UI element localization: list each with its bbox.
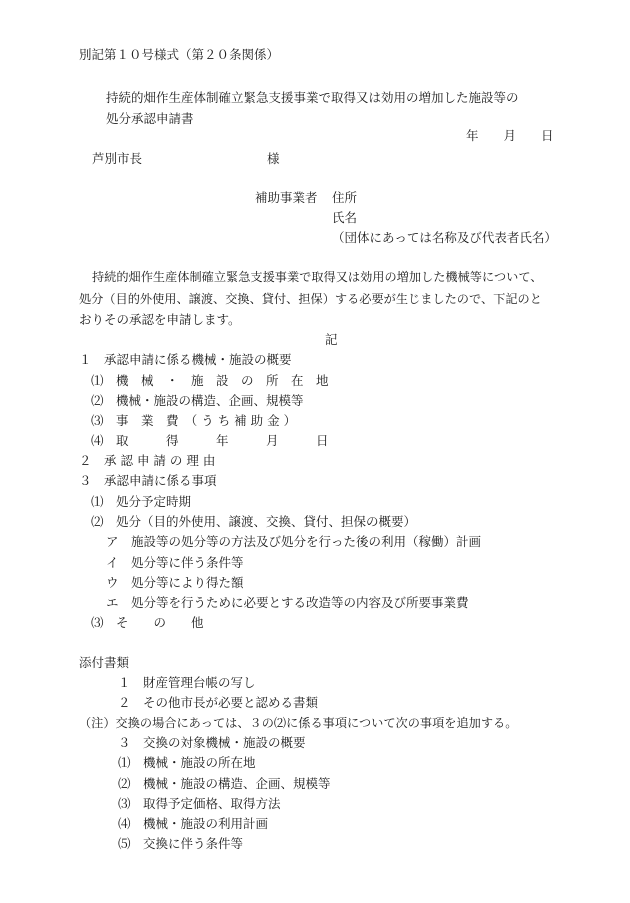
ki-heading: 記 xyxy=(325,332,338,347)
title-line-1: 持続的畑作生産体制確立緊急支援事業で取得又は効用の増加した施設等の xyxy=(106,90,519,105)
note-section-3-5: ⑸ 交換に伴う条件等 xyxy=(118,836,244,851)
addressee: 芦別市長 様 xyxy=(92,151,280,166)
note-section-3-1: ⑴ 機械・施設の所在地 xyxy=(118,755,256,770)
exchange-note: （注）交換の場合にあっては、３の⑵に係る事項について次の事項を追加する。 xyxy=(79,716,518,730)
section-3-2-a: ア 施設等の処分等の方法及び処分を行った後の利用（稼働）計画 xyxy=(106,534,482,549)
section-3: ３ 承認申請に係る事項 xyxy=(79,473,217,488)
section-1-1: ⑴ 機 械 ・ 施 設 の 所 在 地 xyxy=(91,373,329,388)
attachments-heading: 添付書類 xyxy=(79,655,130,670)
applicant-role: 補助事業者 xyxy=(255,190,318,205)
section-3-2: ⑵ 処分（目的外使用、譲渡、交換、貸付、担保の概要） xyxy=(91,514,417,529)
section-1-4: ⑷ 取 得 年 月 日 xyxy=(91,433,329,448)
body-line-1: 持続的畑作生産体制確立緊急支援事業で取得又は効用の増加した機械等について、 xyxy=(92,270,543,284)
section-2: ２ 承 認 申 請 の 理 由 xyxy=(79,453,216,468)
attachment-2: ２ その他市長が必要と認める書類 xyxy=(118,695,319,710)
date: 年 月 日 xyxy=(466,128,554,143)
section-3-2-u: ウ 処分等により得た額 xyxy=(106,575,244,590)
note-section-3: ３ 交換の対象機械・施設の概要 xyxy=(118,735,306,750)
section-1: １ 承認申請に係る機械・施設の概要 xyxy=(79,352,292,367)
note-section-3-4: ⑷ 機械・施設の利用計画 xyxy=(118,816,269,831)
note-section-3-2: ⑵ 機械・施設の構造、企画、規模等 xyxy=(118,776,331,791)
section-3-2-i: イ 処分等に伴う条件等 xyxy=(106,555,244,570)
note-section-3-3: ⑶ 取得予定価格、取得方法 xyxy=(118,796,281,811)
section-1-2: ⑵ 機械・施設の構造、企画、規模等 xyxy=(91,393,304,408)
attachment-1: １ 財産管理台帳の写し xyxy=(118,675,256,690)
title-line-2: 処分承認申請書 xyxy=(106,111,194,126)
body-line-2: 処分（目的外使用、譲渡、交換、貸付、担保）する必要が生じましたので、下記のと xyxy=(79,292,542,306)
section-3-1: ⑴ 処分予定時期 xyxy=(91,494,192,509)
section-3-3: ⑶ そ の 他 xyxy=(91,615,204,630)
address-label: 住所 xyxy=(332,190,358,205)
section-1-3: ⑶ 事 業 費 （ う ち 補 助 金 ） xyxy=(91,413,297,428)
body-line-3: おりその承認を申請します。 xyxy=(79,312,241,327)
form-id: 別記第１０号様式（第２０条関係） xyxy=(79,47,280,62)
applicant-note: （団体にあっては名称及び代表者氏名） xyxy=(332,230,557,245)
name-label: 氏名 xyxy=(332,210,358,225)
section-3-2-e: エ 処分等を行うために必要とする改造等の内容及び所要事業費 xyxy=(106,595,469,610)
